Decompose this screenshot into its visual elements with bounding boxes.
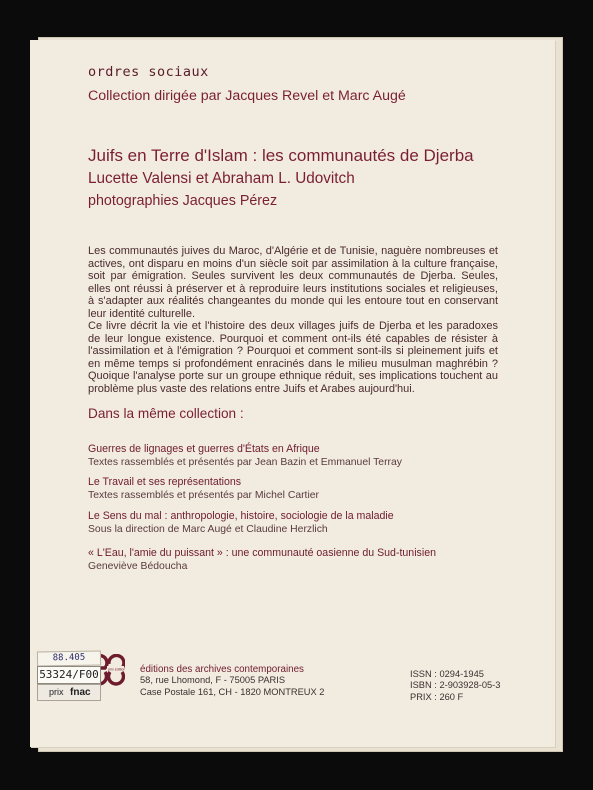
inventory-sticker: 88.405 xyxy=(37,650,101,666)
entry-title: Le Travail et ses représentations xyxy=(88,476,242,488)
entry-title: Le Sens du mal : anthropologie, histoire, sociologie de la maladie xyxy=(88,510,394,522)
fnac-logo: fnac xyxy=(70,687,91,698)
collection-entry xyxy=(88,547,436,573)
collection-entry xyxy=(88,476,319,502)
entry-author: Textes rassemblés et présentés par Michel Cartier xyxy=(88,490,319,501)
collection-entry xyxy=(88,443,402,469)
publisher-info xyxy=(140,664,324,698)
back-cover xyxy=(30,40,555,747)
price: PRIX : 260 F xyxy=(410,691,464,702)
isbn-block xyxy=(410,669,500,703)
publisher-address: Case Postale 161, CH - 1820 MONTREUX 2 xyxy=(140,686,325,697)
entry-title: « L'Eau, l'amie du puissant » : une communauté oasienne du Sud-tunisien xyxy=(88,547,436,559)
blurb xyxy=(88,245,498,395)
price-sticker xyxy=(37,684,101,701)
book-title: Juifs en Terre d'Islam : les communautés de Djerba xyxy=(88,146,474,165)
publisher-address: 58, rue Lhomond, F - 75005 PARIS xyxy=(140,675,286,686)
series-editors: Collection dirigée par Jacques Revel et Marc Augé xyxy=(88,88,406,104)
entry-author: Geneviève Bédoucha xyxy=(88,561,188,572)
same-collection-heading: Dans la même collection : xyxy=(88,406,244,421)
entry-title: Guerres de lignages et guerres d'États en Afrique xyxy=(88,443,320,455)
entry-author: Sous la direction de Marc Augé et Claudine Herzlich xyxy=(88,524,328,535)
logo-caption: prix édition xyxy=(108,667,125,672)
book-authors: Lucette Valensi et Abraham L. Udovitch xyxy=(88,170,355,187)
catalog-sticker: 53324/F00 xyxy=(37,666,101,684)
blurb-paragraph: Ce livre décrit la vie et l'histoire des deux villages juifs de Djerba et les paradoxes de leur longue existence. Pourquoi et comment ont-ils été capables de résister à l'assimilation et à l'émigration ? Pourquoi et comment sont-ils si pleinement juifs et en même temps si profondément enracinés dans le milieu musulman maghrébin ? Quoique l'analyse porte sur un groupe ethnique réduit, ses implications touchent au problème plus vaste des relations entre Juifs et Arabes aujourd'hui. xyxy=(88,320,498,395)
book-photographer: photographies Jacques Pérez xyxy=(88,193,278,209)
collection-entry xyxy=(88,510,394,536)
isbn: ISBN : 2-903928-05-3 xyxy=(410,680,501,691)
blurb-paragraph: Les communautés juives du Maroc, d'Algérie et de Tunisie, naguère nombreuses et actives, ont disparu en moins d'un siècle soit par assimilation à la culture française, soit par émigration. Seules survivent les deux communautés de Djerba. Seules, elles ont réussi à préserver et à reproduire leurs institutions sociales et religieuses, à s'adapter aux réalités changeantes du monde qui les entoure tout en conservant leur identité culturelle. xyxy=(88,245,498,320)
series-name: ordres sociaux xyxy=(88,64,209,80)
entry-author: Textes rassemblés et présentés par Jean Bazin et Emmanuel Terray xyxy=(88,457,402,468)
price-sticker-label: prix xyxy=(49,687,64,697)
publisher-name: éditions des archives contemporaines xyxy=(140,664,304,675)
issn: ISSN : 0294-1945 xyxy=(410,669,484,679)
